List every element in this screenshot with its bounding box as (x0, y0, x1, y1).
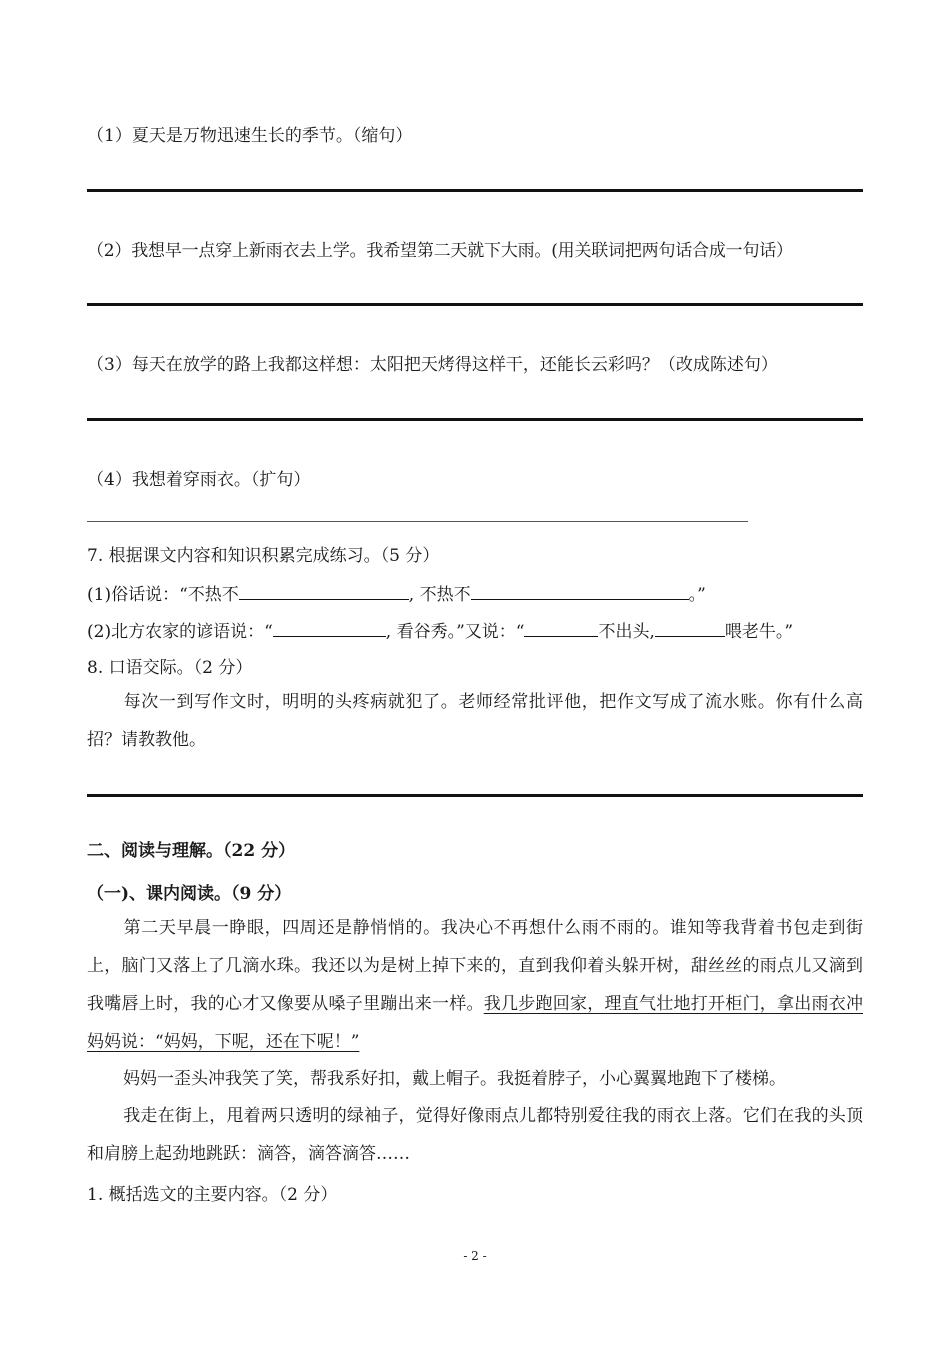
rewrite-item-3: （3）每天在放学的路上我都这样想：太阳把天烤得这样干，还能长云彩吗？（改成陈述句） (87, 355, 778, 375)
passage-paragraph-3 (87, 1097, 863, 1173)
answer-line-5 (87, 794, 863, 797)
q7-line1-text-c: 。” (688, 585, 706, 605)
passage-paragraph-2 (87, 1060, 863, 1098)
q8-title: 8. 口语交际。（2 分） (87, 658, 253, 678)
rewrite-item-2: （2）我想早一点穿上新雨衣去上学。我希望第二天就下大雨。(用关联词把两句话合成一句话） (87, 241, 793, 261)
fill-blank[interactable] (239, 583, 409, 600)
q7-line2-text-b: , 看谷秀。”又说：“ (385, 622, 525, 642)
answer-line-2 (87, 303, 863, 306)
q8-body-text: 每次一到写作文时，明明的头疼病就犯了。老师经常批评他，把作文写成了流水账。你有什么高招？请教教他。 (87, 692, 863, 750)
q8-body (87, 683, 863, 759)
passage-p2-text: 妈妈一歪头冲我笑了笑，帮我系好扣，戴上帽子。我挺着脖子，小心翼翼地跑下了楼梯。 (123, 1069, 786, 1089)
rewrite-item-1: （1）夏天是万物迅速生长的季节。（缩句） (87, 126, 413, 146)
fill-blank[interactable] (655, 620, 725, 637)
passage-p3-text: 我走在街上，甩着两只透明的绿袖子，觉得好像雨点儿都特别爱往我的雨衣上落。它们在我的头顶和肩膀上起劲地跳跃：滴答，滴答滴答…… (87, 1106, 863, 1164)
rewrite-item-4: （4）我想着穿雨衣。（扩句） (87, 470, 311, 490)
q7-line-2 (87, 617, 793, 642)
fill-blank[interactable] (273, 620, 386, 637)
q7-line-1 (87, 580, 706, 605)
q7-line2-text-d: 喂老牛。” (724, 622, 794, 642)
section-2-title: 二、阅读与理解。（22 分） (87, 841, 296, 861)
passage-p1-text: 第二天早晨一睁眼，四周还是静悄悄的。我决心不再想什么雨不雨的。谁知等我背着书包走到街上，脑门又落上了几滴水珠。我还以为是树上掉下来的，直到我仰着头躲开树，甜丝丝的雨点儿又滴到我嘴唇上时，我的心才又像要从嗓子里蹦出来一样。 (87, 918, 863, 1014)
q7-line1-text-a: (1)俗话说：“不热不 (87, 585, 239, 605)
q7-line2-text-c: 不出头, (598, 622, 655, 642)
q7-title: 7. 根据课文内容和知识积累完成练习。（5 分） (87, 546, 440, 566)
answer-line-1 (87, 189, 863, 192)
answer-line-3 (87, 418, 863, 421)
q7-line1-text-b: , 不热不 (408, 585, 471, 605)
answer-line-4 (87, 521, 748, 522)
question-1: 1. 概括选文的主要内容。（2 分） (87, 1185, 338, 1205)
q7-line2-text-a: (2)北方农家的谚语说：“ (87, 622, 273, 642)
fill-blank[interactable] (524, 620, 598, 637)
fill-blank[interactable] (471, 583, 689, 600)
page-number: - 2 - (463, 1249, 487, 1263)
passage-paragraph-1 (87, 909, 863, 1061)
section-2-subtitle: （一)、课内阅读。（9 分） (87, 884, 292, 904)
passage-p1-underlined: 我几步跑回家，理直气壮地打开柜门，拿出雨衣冲妈妈说：“妈妈，下呢，还在下呢！” (87, 994, 863, 1052)
